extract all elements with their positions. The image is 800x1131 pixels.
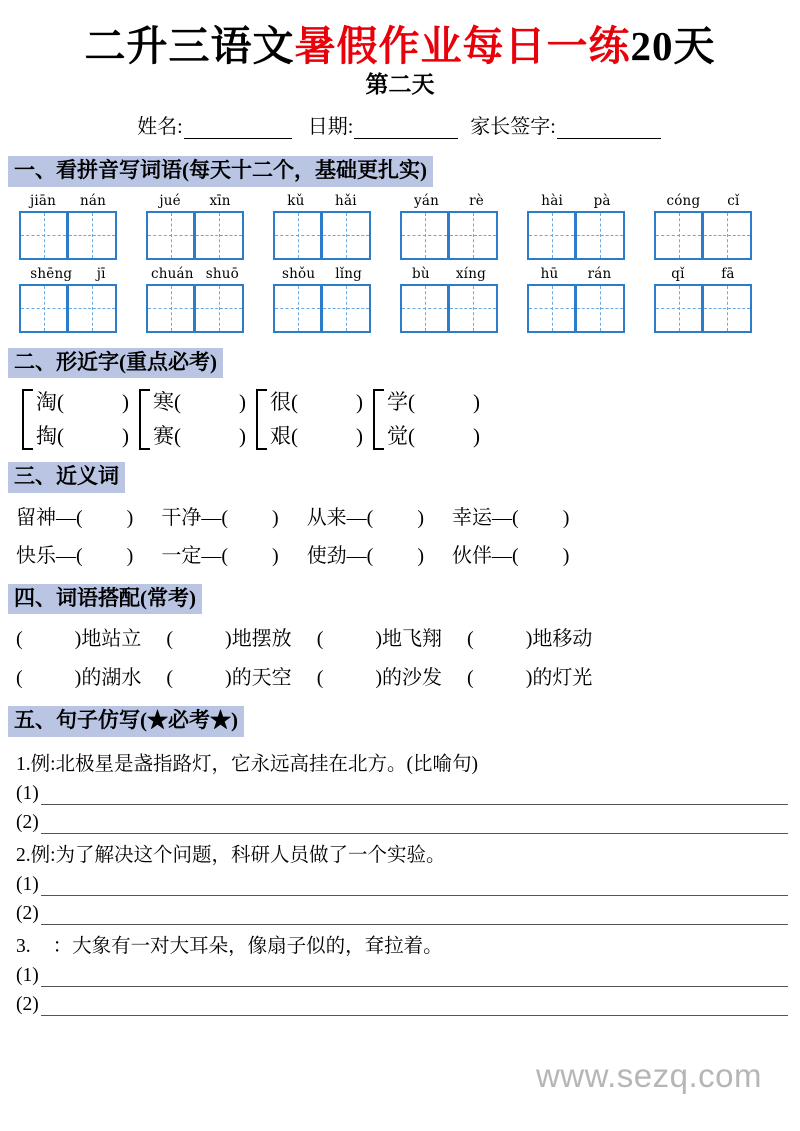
pinyin-syllable: fā	[721, 265, 735, 282]
paren-open: (	[467, 628, 474, 651]
pinyin-cell	[272, 193, 372, 260]
collocation-row-2	[0, 659, 800, 697]
page-subtitle: 第二天	[365, 72, 435, 97]
pinyin-syllable: jiān	[29, 192, 57, 209]
spacer	[285, 499, 307, 537]
similar-char-top[interactable]	[387, 386, 480, 419]
pinyin-label	[399, 266, 499, 282]
synonym-word: 干净—(	[161, 506, 229, 529]
section-header-5: 五、句子仿写(★必考★)	[8, 706, 244, 737]
tianzige-box[interactable]	[654, 211, 703, 260]
similar-char-pair	[387, 386, 480, 452]
spacer	[285, 537, 307, 575]
title-part-3: 20天	[630, 23, 716, 69]
pinyin-label	[653, 193, 753, 209]
tianzige-box[interactable]	[19, 284, 68, 333]
sentence-prompt-2: 2.例:为了解决这个问题，科研人员做了一个实验。	[16, 844, 446, 866]
char-open: 赛(	[153, 423, 181, 448]
spacer	[430, 499, 452, 537]
tianzige-pair	[273, 284, 371, 333]
answer-row	[0, 783, 800, 805]
paren-close: )	[272, 544, 279, 567]
paren-close: )	[562, 506, 570, 529]
pinyin-syllable: shēng	[30, 265, 73, 282]
answer-number: (2)	[16, 902, 39, 924]
char-open: 觉(	[387, 423, 415, 448]
tianzige-pair	[400, 284, 498, 333]
char-open: 掏(	[36, 423, 64, 448]
tianzige-box[interactable]	[19, 211, 68, 260]
answer-row	[0, 994, 800, 1016]
signature-label: 家长签字:	[470, 116, 556, 138]
pinyin-label	[18, 193, 118, 209]
tianzige-pair	[19, 211, 117, 260]
pinyin-syllable: yán	[414, 192, 440, 209]
similar-char-top[interactable]	[153, 386, 246, 419]
tianzige-box[interactable]	[146, 284, 195, 333]
answer-row	[0, 874, 800, 896]
paren-close: )	[225, 628, 232, 651]
char-close: )	[122, 423, 129, 448]
answer-line[interactable]	[41, 813, 788, 834]
pinyin-cell	[272, 266, 372, 333]
collocation-word: 地站立	[81, 628, 142, 651]
pinyin-syllable: cóng	[666, 192, 701, 209]
collocation-item[interactable]	[317, 659, 442, 697]
answer-number: (2)	[16, 993, 39, 1015]
tianzige-box[interactable]	[527, 284, 576, 333]
answer-line[interactable]	[41, 966, 788, 987]
section-header-1: 一、看拼音写词语(每天十二个，基础更扎实)	[8, 156, 433, 187]
spacer	[297, 659, 317, 697]
tianzige-box[interactable]	[195, 284, 244, 333]
pinyin-syllable: hū	[540, 265, 559, 282]
similar-char-top[interactable]	[36, 386, 129, 419]
pinyin-syllable: shǒu	[281, 265, 316, 282]
date-input-blank[interactable]	[354, 118, 458, 139]
title-part-red: 暑假作业每日一练	[294, 23, 631, 69]
paren-open: (	[166, 628, 174, 651]
pinyin-syllable: cǐ	[727, 192, 740, 209]
pinyin-grid-row-1	[0, 193, 800, 260]
collocation-item[interactable]	[467, 620, 592, 658]
tianzige-box[interactable]	[273, 211, 322, 260]
spacer	[146, 659, 166, 697]
pinyin-syllable: rè	[469, 192, 484, 209]
tianzige-box[interactable]	[322, 211, 371, 260]
name-input-blank[interactable]	[184, 118, 292, 139]
paren-close: )	[375, 666, 383, 689]
paren-open: (	[16, 628, 23, 651]
synonym-item[interactable]	[16, 537, 133, 575]
synonym-word: 伙伴—(	[452, 544, 519, 567]
sentence-prompt-1: 1.例:北极星是盏指路灯，它永远高挂在北方。(比喻句)	[16, 753, 479, 775]
pinyin-cell	[18, 266, 118, 333]
tianzige-pair	[400, 211, 498, 260]
pinyin-syllable: bù	[412, 265, 430, 282]
pinyin-label	[272, 193, 372, 209]
pinyin-syllable: pà	[593, 192, 611, 209]
pinyin-cell	[399, 193, 499, 260]
answer-number: (2)	[16, 811, 39, 833]
tianzige-pair	[146, 211, 244, 260]
similar-char-group	[256, 386, 363, 452]
pinyin-label	[145, 193, 245, 209]
paren-open: (	[316, 666, 324, 689]
similar-char-top[interactable]	[270, 386, 363, 419]
pinyin-syllable: shuō	[205, 265, 239, 282]
bracket-icon	[256, 389, 267, 449]
char-close: )	[239, 390, 246, 415]
spacer	[146, 620, 166, 658]
paren-close: )	[126, 544, 134, 567]
paren-close: )	[525, 628, 533, 651]
tianzige-box[interactable]	[400, 211, 449, 260]
synonym-row-1	[0, 499, 800, 537]
pinyin-cell	[653, 193, 753, 260]
spacer	[447, 659, 467, 697]
collocation-word: 的湖水	[81, 666, 142, 689]
tianzige-box[interactable]	[146, 211, 195, 260]
similar-char-bottom[interactable]	[153, 420, 246, 453]
paren-close: )	[417, 506, 425, 529]
answer-row	[0, 965, 800, 987]
collocation-item[interactable]	[317, 620, 442, 658]
paren-close: )	[525, 666, 533, 689]
section-header-3: 三、近义词	[8, 462, 125, 493]
spacer	[297, 620, 317, 658]
synonym-word: 从来—(	[306, 506, 374, 529]
paren-close: )	[375, 628, 383, 651]
signature-input-blank[interactable]	[557, 118, 661, 139]
paren-open: (	[316, 628, 324, 651]
answer-line[interactable]	[41, 875, 788, 896]
tianzige-box[interactable]	[527, 211, 576, 260]
title-part-1: 二升三语文	[84, 23, 295, 69]
tianzige-box[interactable]	[195, 211, 244, 260]
collocation-item[interactable]	[166, 620, 291, 658]
pinyin-cell	[526, 193, 626, 260]
tianzige-pair	[146, 284, 244, 333]
pinyin-syllable: xīn	[209, 192, 231, 209]
paren-close: )	[74, 628, 82, 651]
pinyin-label	[399, 193, 499, 209]
spacer	[139, 499, 161, 537]
collocation-word: 的天空	[231, 666, 292, 689]
pinyin-label	[526, 193, 626, 209]
pinyin-label	[145, 266, 245, 282]
paren-open: (	[467, 666, 474, 689]
synonym-word: 留神—(	[16, 506, 83, 529]
pinyin-syllable: jī	[96, 265, 106, 282]
tianzige-box[interactable]	[654, 284, 703, 333]
pinyin-label	[526, 266, 626, 282]
synonym-row-2	[0, 537, 800, 575]
tianzige-box[interactable]	[322, 284, 371, 333]
char-close: )	[473, 423, 480, 448]
paren-close: )	[74, 666, 82, 689]
paren-close: )	[225, 666, 232, 689]
pinyin-syllable: jué	[159, 192, 181, 209]
tianzige-box[interactable]	[400, 284, 449, 333]
tianzige-box[interactable]	[68, 284, 117, 333]
synonym-item[interactable]	[16, 499, 133, 537]
similar-char-bottom[interactable]	[270, 420, 363, 453]
char-close: )	[473, 390, 480, 415]
similar-chars-row	[0, 386, 800, 452]
collocation-word: 地移动	[532, 628, 593, 651]
bracket-icon	[373, 389, 384, 449]
pinyin-label	[272, 266, 372, 282]
pinyin-cell	[653, 266, 753, 333]
similar-char-bottom[interactable]	[387, 420, 480, 453]
pinyin-cell	[145, 266, 245, 333]
char-close: )	[356, 390, 363, 415]
pinyin-cell	[526, 266, 626, 333]
pinyin-cell	[145, 193, 245, 260]
tianzige-box[interactable]	[68, 211, 117, 260]
char-open: 艰(	[270, 423, 298, 448]
bracket-icon	[22, 389, 33, 449]
synonym-item[interactable]	[452, 537, 569, 575]
pinyin-label	[18, 266, 118, 282]
tianzige-box[interactable]	[576, 284, 625, 333]
pinyin-syllable: rán	[587, 265, 612, 282]
pinyin-grid-row-2	[0, 266, 800, 333]
student-info-row	[0, 110, 800, 139]
tianzige-box[interactable]	[703, 284, 752, 333]
section-header-2: 二、形近字(重点必考)	[8, 348, 223, 379]
paren-open: (	[166, 666, 174, 689]
tianzige-pair	[654, 211, 752, 260]
synonym-item[interactable]	[161, 537, 278, 575]
similar-char-pair	[36, 386, 129, 452]
collocation-item[interactable]	[16, 620, 141, 658]
tianzige-pair	[19, 284, 117, 333]
collocation-word: 地摆放	[231, 628, 292, 651]
collocation-item[interactable]	[166, 659, 291, 697]
synonym-item[interactable]	[307, 499, 424, 537]
collocation-word: 的灯光	[532, 666, 593, 689]
pinyin-syllable: lǐng	[335, 265, 362, 282]
page-title	[0, 0, 800, 67]
similar-char-group	[139, 386, 246, 452]
synonym-item[interactable]	[161, 499, 278, 537]
pinyin-label	[653, 266, 753, 282]
name-label: 姓名:	[137, 116, 183, 138]
answer-line[interactable]	[41, 904, 788, 925]
section-header-4: 四、词语搭配(常考)	[8, 584, 202, 615]
tianzige-pair	[654, 284, 752, 333]
answer-number: (1)	[16, 964, 39, 986]
tianzige-box[interactable]	[449, 211, 498, 260]
pinyin-syllable: chuán	[151, 265, 194, 282]
tianzige-box[interactable]	[273, 284, 322, 333]
char-open: 很(	[270, 390, 298, 415]
synonym-item[interactable]	[307, 537, 424, 575]
paren-close: )	[126, 506, 134, 529]
synonym-word: 一定—(	[161, 544, 229, 567]
answer-line[interactable]	[41, 995, 788, 1016]
tianzige-pair	[527, 211, 625, 260]
char-open: 学(	[387, 390, 415, 415]
char-open: 淘(	[36, 390, 64, 415]
collocation-row-1	[0, 620, 800, 658]
tianzige-box[interactable]	[703, 211, 752, 260]
synonym-word: 快乐—(	[16, 544, 83, 567]
bracket-icon	[139, 389, 150, 449]
answer-row	[0, 903, 800, 925]
similar-char-group	[373, 386, 480, 452]
site-watermark: www.sezq.com	[535, 1057, 762, 1094]
similar-char-pair	[270, 386, 363, 452]
paren-open: (	[16, 666, 23, 689]
answer-line[interactable]	[41, 784, 788, 805]
char-open: 寒(	[153, 390, 181, 415]
pinyin-cell	[399, 266, 499, 333]
answer-row	[0, 812, 800, 834]
collocation-word: 地飞翔	[382, 628, 443, 651]
paren-close: )	[417, 544, 425, 567]
sentence-prompt-3	[0, 930, 800, 958]
similar-char-group	[22, 386, 129, 452]
spacer	[139, 537, 161, 575]
sentence-number: 3.	[16, 935, 31, 957]
synonym-word: 幸运—(	[452, 506, 519, 529]
pinyin-syllable: hǎi	[335, 192, 357, 209]
answer-number: (1)	[16, 782, 39, 804]
char-close: )	[356, 423, 363, 448]
pinyin-syllable: nán	[79, 192, 107, 209]
char-close: )	[122, 390, 129, 415]
pinyin-syllable: xíng	[455, 265, 486, 282]
pinyin-syllable: kǔ	[287, 192, 305, 209]
collocation-item[interactable]	[467, 659, 592, 697]
tianzige-box[interactable]	[576, 211, 625, 260]
collocation-item[interactable]	[16, 659, 141, 697]
pinyin-cell	[18, 193, 118, 260]
synonym-word: 使劲—(	[306, 544, 374, 567]
tianzige-box[interactable]	[449, 284, 498, 333]
spacer	[430, 537, 452, 575]
tianzige-pair	[527, 284, 625, 333]
paren-close: )	[562, 544, 570, 567]
pinyin-syllable: qǐ	[671, 265, 685, 282]
synonym-item[interactable]	[452, 499, 569, 537]
similar-char-pair	[153, 386, 246, 452]
pinyin-syllable: hài	[541, 192, 563, 209]
collocation-word: 的沙发	[382, 666, 443, 689]
paren-close: )	[272, 506, 279, 529]
spacer	[447, 620, 467, 658]
sentence-text: ：大象有一对大耳朵，像扇子似的，耷拉着。	[52, 935, 443, 957]
similar-char-bottom[interactable]	[36, 420, 129, 453]
date-label: 日期:	[307, 116, 354, 138]
answer-number: (1)	[16, 873, 39, 895]
char-close: )	[239, 423, 246, 448]
tianzige-pair	[273, 211, 371, 260]
